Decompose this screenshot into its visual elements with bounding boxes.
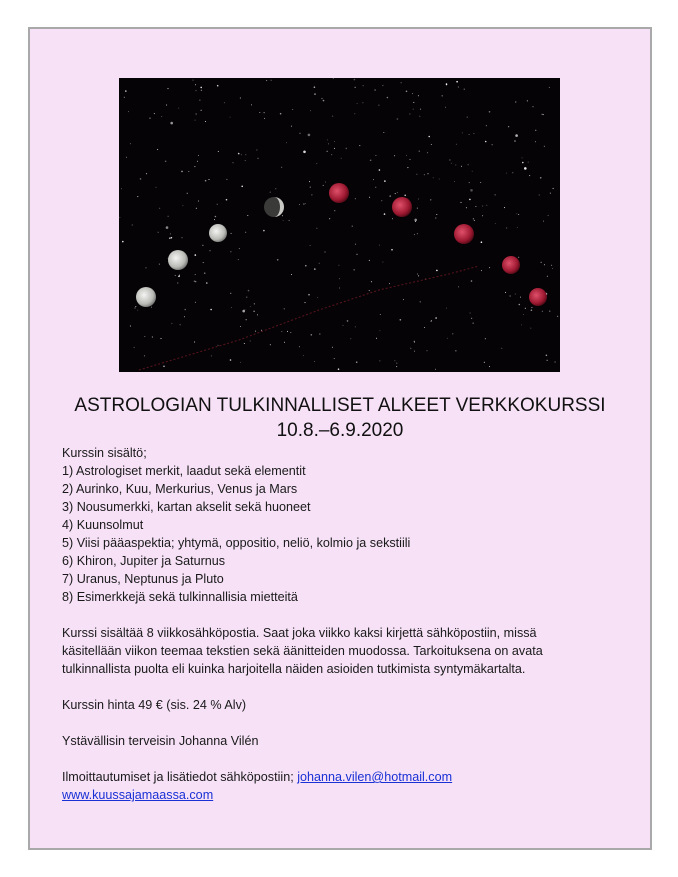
moon-red-4	[502, 256, 520, 274]
list-item: 4) Kuunsolmut	[62, 518, 144, 532]
lunar-eclipse-photo	[119, 78, 560, 372]
list-item: 7) Uranus, Neptunus ja Pluto	[62, 572, 224, 586]
moon-full-1	[136, 287, 156, 307]
moon-red-3	[454, 224, 474, 244]
moon-full-2	[168, 250, 188, 270]
description-line: käsitellään viikon teemaa tekstien sekä äänitteiden muodossa. Tarkoituksena on avata	[62, 644, 543, 658]
moon-partial-1	[209, 224, 227, 242]
page-title	[30, 393, 650, 443]
price-text: Kurssin hinta 49 € (sis. 24 % Alv)	[62, 698, 247, 712]
title-line-course: ASTROLOGIAN TULKINNALLISET ALKEET VERKKOKURSSI	[74, 395, 606, 416]
list-item: 5) Viisi pääaspektia; yhtymä, oppositio, neliö, kolmio ja sekstiili	[62, 536, 411, 550]
title-line-dates: 10.8.–6.9.2020	[276, 420, 404, 441]
website-link[interactable]: www.kuussajamaassa.com	[62, 788, 214, 802]
list-item: 1) Astrologiset merkit, laadut sekä elementit	[62, 464, 306, 478]
list-item: 6) Khiron, Jupiter ja Saturnus	[62, 554, 226, 568]
list-item: 2) Aurinko, Kuu, Merkurius, Venus ja Mars	[62, 482, 298, 496]
course-content	[62, 444, 642, 804]
moon-red-2	[392, 197, 412, 217]
moon-red-1	[329, 183, 349, 203]
contact-text: Ilmoittautumiset ja lisätiedot sähköpostiin;	[62, 770, 298, 784]
description-line: Kurssi sisältää 8 viikkosähköpostia. Saat joka viikko kaksi kirjettä sähköpostiin, missä	[62, 626, 537, 640]
email-link[interactable]: johanna.vilen@hotmail.com	[297, 770, 453, 784]
contact-line	[62, 768, 642, 786]
moon-red-5	[529, 288, 547, 306]
content-heading: Kurssin sisältö;	[62, 446, 147, 460]
greeting-text: Ystävällisin terveisin Johanna Vilén	[62, 734, 259, 748]
description-line: tulkinnallista puolta eli kuinka harjoitella näiden asioiden tutkimista syntymäkartalta.	[62, 662, 526, 676]
list-item: 3) Nousumerkki, kartan akselit sekä huoneet	[62, 500, 311, 514]
list-item: 8) Esimerkkejä sekä tulkinnallisia mietteitä	[62, 590, 298, 604]
